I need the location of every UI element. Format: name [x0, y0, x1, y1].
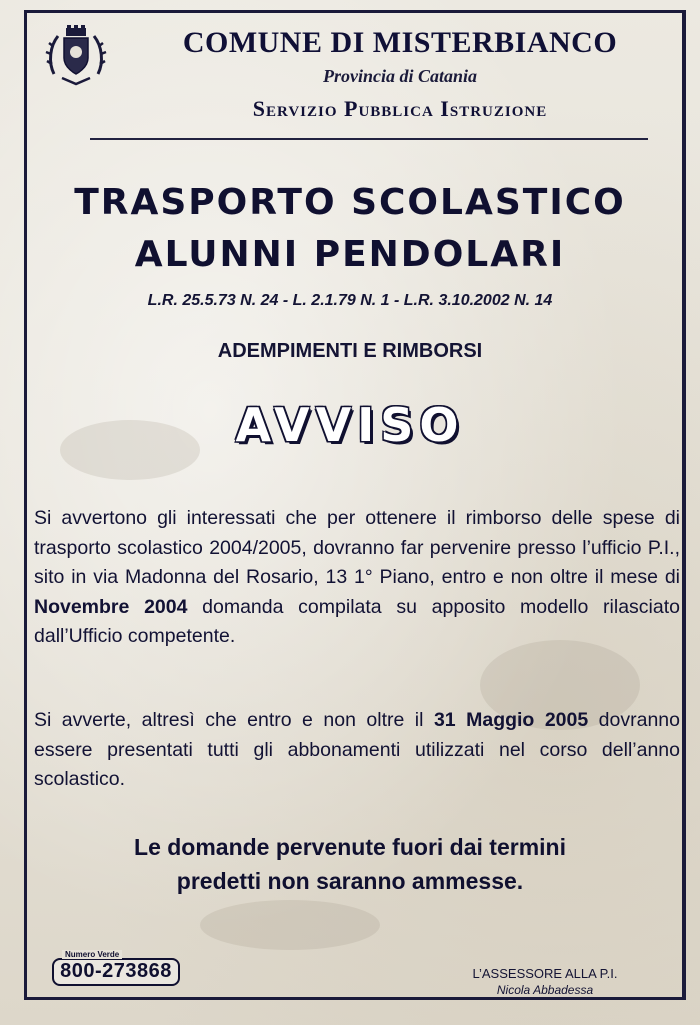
paragraph-text: Si avvertono gli interessati che per ottenere il rimborso delle spese di trasporto scolastico 2004/2005, dovranno far pervenire presso l’ufficio P.I., sito in via Madonna del Rosario, 13 1° Piano, entro e non oltre il mese di — [34, 507, 680, 588]
main-title-line1: TRASPORTO SCOLASTICO — [74, 182, 626, 223]
paragraph-text: Si avverte, altresì che entro e non oltre il — [34, 709, 434, 731]
subtitle: ADEMPIMENTI E RIMBORSI — [217, 340, 483, 362]
toll-free-label: Numero Verde — [62, 950, 122, 959]
notice-paragraph-2 — [34, 706, 680, 795]
province-name: Provincia di Catania — [322, 66, 477, 86]
deadline-november: Novembre 2004 — [34, 595, 188, 618]
closing-statement — [20, 830, 680, 898]
toll-free-number — [52, 950, 182, 990]
deadline-may: 31 Maggio 2005 — [433, 709, 589, 731]
header-divider — [90, 138, 648, 140]
closing-line1: Le domande pervenute fuori dai termini — [134, 834, 566, 860]
law-reference: L.R. 25.5.73 N. 24 - L. 2.1.79 N. 1 - L.R. 3.10.2002 N. 14 — [147, 292, 553, 309]
notice-heading: AVVISO — [235, 398, 465, 452]
paragraph-text: dovranno essere presentati tutti gli abbonamenti utilizzati nel corso dell’anno scolastico. — [34, 709, 680, 790]
paragraph-text: domanda compilata su apposito modello rilasciato dall’Ufficio competente. — [34, 595, 680, 647]
service-name: Servizio Pubblica Istruzione — [252, 96, 548, 121]
signature-role: L’ASSESSORE ALLA P.I. — [472, 966, 618, 981]
main-title-line2: ALUNNI PENDOLARI — [134, 234, 566, 275]
closing-line2: predetti non saranno ammesse. — [176, 868, 524, 894]
signature-name: Nicola Abbadessa — [496, 983, 594, 997]
municipal-crest-icon — [44, 24, 108, 88]
municipality-name: COMUNE DI MISTERBIANCO — [182, 26, 618, 59]
notice-paragraph-1 — [34, 504, 680, 652]
toll-free-digits: 800-273868 — [60, 960, 172, 982]
